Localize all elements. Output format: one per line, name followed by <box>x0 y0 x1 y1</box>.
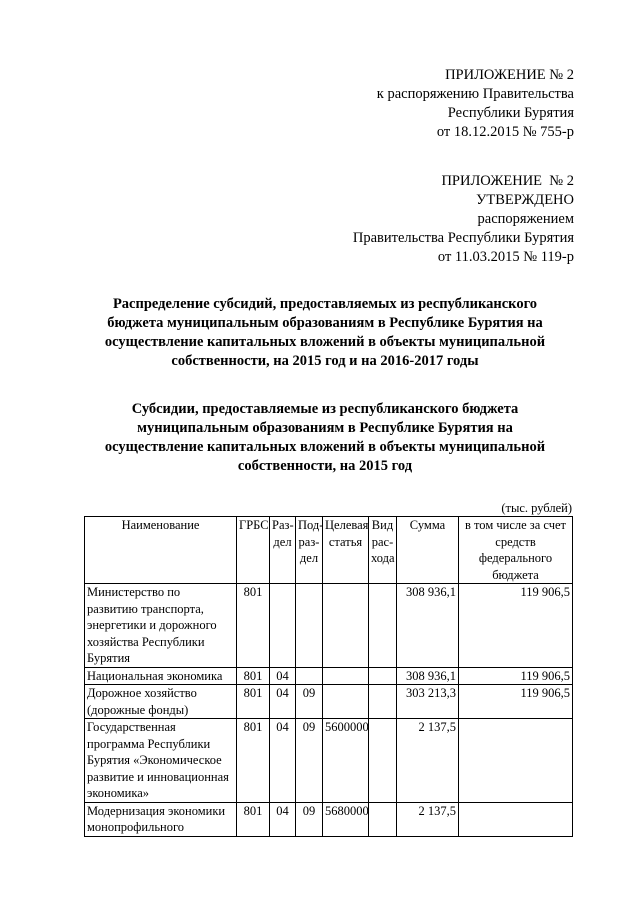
subsidies-table <box>84 516 573 837</box>
cell-razdel <box>270 584 296 668</box>
appendix-2-line-5: от 11.03.2015 № 119-р <box>437 249 574 265</box>
cell-federal: 119 906,5 <box>459 584 573 668</box>
appendix-header-1 <box>377 66 574 142</box>
header-podrazdel: Под-раз-дел <box>296 517 323 584</box>
cell-sum: 2 137,5 <box>397 719 459 803</box>
table-row <box>85 802 573 836</box>
cell-podrazdel: 09 <box>296 719 323 803</box>
appendix-1-line-4: от 18.12.2015 № 755-р <box>436 124 574 140</box>
cell-grbs: 801 <box>237 719 270 803</box>
appendix-2-line-3: распоряжением <box>477 211 574 227</box>
cell-vid <box>369 802 397 836</box>
cell-sum: 2 137,5 <box>397 802 459 836</box>
cell-target <box>323 584 369 668</box>
main-title-line-3: осуществление капитальных вложений в объекты муниципальной <box>104 334 546 350</box>
sub-title <box>70 400 580 476</box>
cell-grbs: 801 <box>237 667 270 685</box>
cell-grbs: 801 <box>237 802 270 836</box>
header-sum: Сумма <box>397 517 459 584</box>
header-name: Наименование <box>85 517 237 584</box>
table-header-row <box>85 517 573 584</box>
table-row <box>85 719 573 803</box>
sub-title-line-4: собственности, на 2015 год <box>237 458 413 474</box>
cell-sum: 308 936,1 <box>397 667 459 685</box>
appendix-1-line-3: Республики Бурятия <box>447 105 574 121</box>
cell-razdel: 04 <box>270 802 296 836</box>
cell-podrazdel <box>296 667 323 685</box>
table-row <box>85 584 573 668</box>
appendix-header-2 <box>353 172 574 267</box>
cell-federal: 119 906,5 <box>459 685 573 719</box>
cell-federal <box>459 802 573 836</box>
sub-title-line-2: муниципальным образованиям в Республике Бурятия на <box>137 420 513 436</box>
header-target: Целевая статья <box>323 517 369 584</box>
cell-target: 5680000 <box>323 802 369 836</box>
header-grbs: ГРБС <box>237 517 270 584</box>
cell-name: Дорожное хозяйство (дорожные фонды) <box>85 685 237 719</box>
cell-podrazdel: 09 <box>296 802 323 836</box>
cell-federal: 119 906,5 <box>459 667 573 685</box>
appendix-2-line-1: ПРИЛОЖЕНИЕ № 2 <box>441 173 574 189</box>
appendix-1-line-2: к распоряжению Правительства <box>376 86 574 102</box>
cell-name: Министерство по развитию транспорта, энергетики и дорожного хозяйства Республики Бурятия <box>85 584 237 668</box>
cell-podrazdel: 09 <box>296 685 323 719</box>
cell-razdel: 04 <box>270 719 296 803</box>
table-row <box>85 685 573 719</box>
cell-vid <box>369 685 397 719</box>
main-title-line-1: Распределение субсидий, предоставляемых из республиканского <box>112 296 538 312</box>
appendix-2-line-2: УТВЕРЖДЕНО <box>476 192 574 208</box>
cell-name: Государственная программа Республики Бурятия «Экономическое развитие и инновационная экономика» <box>85 719 237 803</box>
header-federal: в том числе за счет средств федерального бюджета <box>459 517 573 584</box>
cell-razdel: 04 <box>270 667 296 685</box>
cell-target <box>323 685 369 719</box>
header-razdel: Раз-дел <box>270 517 296 584</box>
header-vid: Вид рас-хода <box>369 517 397 584</box>
appendix-2-line-4: Правительства Республики Бурятия <box>352 230 574 246</box>
appendix-1-line-1: ПРИЛОЖЕНИЕ № 2 <box>445 67 574 83</box>
units-label: (тыс. рублей) <box>501 501 572 515</box>
cell-grbs: 801 <box>237 584 270 668</box>
main-title-line-2: бюджета муниципальным образованиям в Республике Бурятия на <box>107 315 543 331</box>
main-title <box>70 295 580 371</box>
cell-target <box>323 667 369 685</box>
cell-sum: 303 213,3 <box>397 685 459 719</box>
cell-name: Национальная экономика <box>85 667 237 685</box>
cell-federal <box>459 719 573 803</box>
cell-razdel: 04 <box>270 685 296 719</box>
cell-grbs: 801 <box>237 685 270 719</box>
sub-title-line-1: Субсидии, предоставляемые из республиканского бюджета <box>131 401 519 417</box>
cell-vid <box>369 719 397 803</box>
cell-vid <box>369 667 397 685</box>
main-title-line-4: собственности, на 2015 год и на 2016-2017 годы <box>171 353 479 369</box>
cell-sum: 308 936,1 <box>397 584 459 668</box>
cell-name: Модернизация экономики монопрофильного <box>85 802 237 836</box>
sub-title-line-3: осуществление капитальных вложений в объекты муниципальной <box>104 439 546 455</box>
table-row <box>85 667 573 685</box>
cell-vid <box>369 584 397 668</box>
cell-podrazdel <box>296 584 323 668</box>
cell-target: 5600000 <box>323 719 369 803</box>
